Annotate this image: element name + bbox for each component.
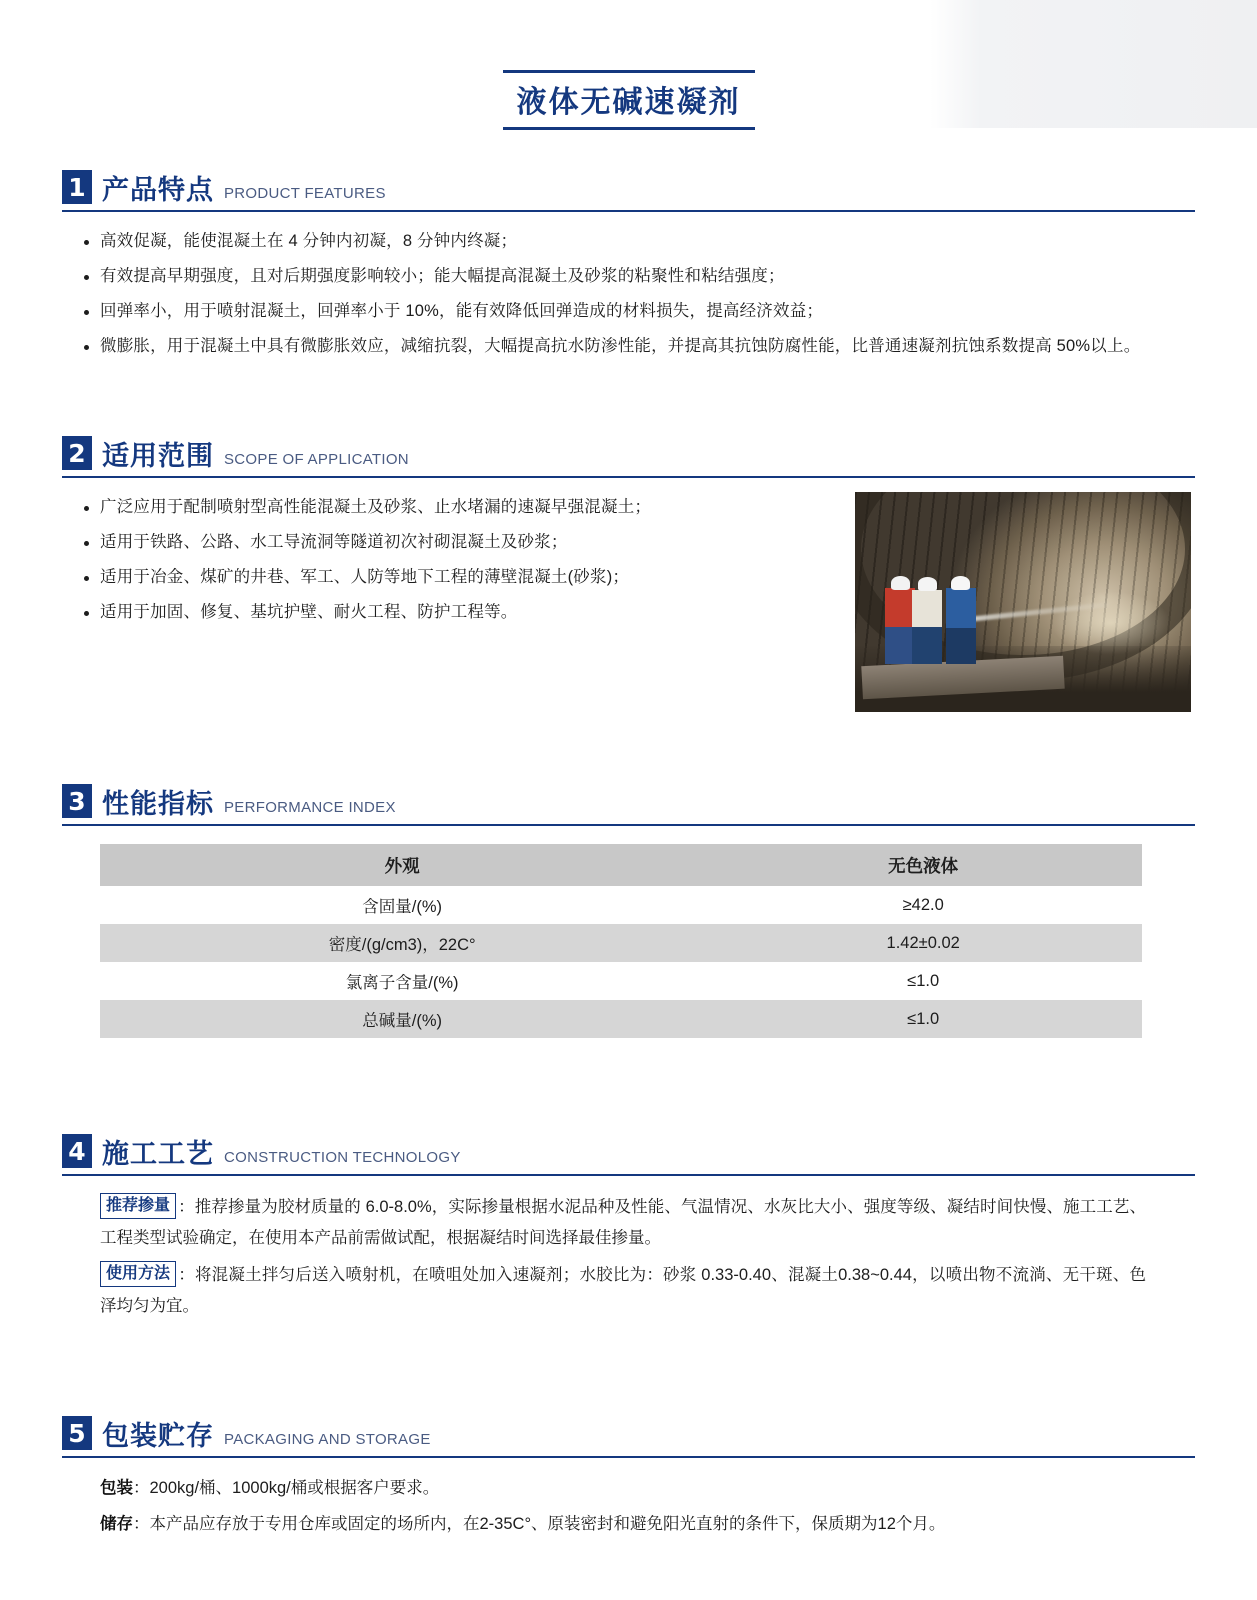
worker-figure [912,576,942,664]
section-divider [62,210,1195,212]
scope-body [62,478,1195,712]
section-divider [62,824,1195,826]
section-number-badge: 4 [62,1134,92,1168]
section-number-badge: 5 [62,1416,92,1450]
table-row [100,1000,1142,1038]
packaging-lines [100,1474,1146,1538]
table-cell-property: 总碱量/(%) [100,1000,704,1038]
paragraph-usage [100,1260,1146,1322]
paragraph-text: 将混凝土拌匀后送入喷射机，在喷咀处加入速凝剂；水胶比为：砂浆 0.33-0.40、混凝土0.38~0.44，以喷出物不流淌、无干斑、色泽均匀为宜。 [100,1266,1147,1315]
table-row [100,962,1142,1000]
list-item: 有效提高早期强度，且对后期强度影响较小；能大幅提高混凝土及砂浆的粘聚性和粘结强度； [100,261,1195,292]
list-item: 回弹率小，用于喷射混凝土，回弹率小于 10%，能有效降低回弹造成的材料损失，提高经济效益； [100,296,1195,327]
section-number-badge: 3 [62,784,92,818]
section-header [62,170,1195,208]
storage-label: 储存 [100,1515,133,1533]
section-title-en: PRODUCT FEATURES [224,185,386,202]
paragraph-dosage [100,1192,1146,1254]
list-item: 适用于铁路、公路、水工导流洞等隧道初次衬砌混凝土及砂浆； [100,527,855,558]
list-item: 适用于冶金、煤矿的井巷、军工、人防等地下工程的薄壁混凝土(砂浆)； [100,562,855,593]
section-header [62,436,1195,474]
document-title-area [0,70,1257,130]
worker-figure [946,576,976,664]
worker-figure [885,576,915,664]
table-cell-property: 氯离子含量/(%) [100,962,704,1000]
feature-list [62,226,1195,362]
section-title-en: PERFORMANCE INDEX [224,799,396,816]
section-packaging-and-storage [0,1416,1257,1538]
document-content [0,170,1257,1546]
table-header-cell: 无色液体 [704,844,1142,886]
section-title-cn: 施工工艺 [102,1139,214,1170]
spacer [0,1038,1257,1134]
list-item: 高效促凝，能使混凝土在 4 分钟内初凝，8 分钟内终凝； [100,226,1195,257]
section-title-en: SCOPE OF APPLICATION [224,451,409,468]
spacer [0,366,1257,436]
scope-list-column [62,478,855,632]
tunnel-shotcrete-photo [855,492,1191,712]
section-title-en: PACKAGING AND STORAGE [224,1431,431,1448]
packaging-label: 包装 [100,1479,133,1497]
section-performance-index [0,784,1257,1038]
section-number-badge: 2 [62,436,92,470]
table-row [100,924,1142,962]
table-row [100,886,1142,924]
construction-paragraphs [100,1192,1146,1322]
storage-text: 本产品应存放于专用仓库或固定的场所内，在2-35C°、原装密封和避免阳光直射的条件下，保质期为12个月。 [149,1515,946,1533]
table-cell-property: 密度/(g/cm3)，22C° [100,924,704,962]
packaging-text: 200kg/桶、1000kg/桶或根据客户要求。 [149,1479,440,1497]
section-scope-of-application [0,436,1257,712]
section-divider [62,1456,1195,1458]
paragraph-text: 推荐掺量为胶材质量的 6.0-8.0%，实际掺量根据水泥品种及性能、气温情况、水灰比大小、强度等级、凝结时间快慢、施工工艺、工程类型试验确定，在使用本产品前需做试配，根据凝结时间选择最佳掺量。 [100,1198,1147,1247]
separator: ： [178,1198,195,1216]
spacer [0,712,1257,784]
page-title: 液体无碱速凝剂 [503,70,755,130]
section-number-badge: 1 [62,170,92,204]
section-title-cn: 产品特点 [102,175,214,206]
scope-list [62,492,855,628]
usage-tag: 使用方法 [100,1261,176,1287]
separator: ： [178,1266,195,1284]
section-title-cn: 包装贮存 [102,1421,214,1452]
list-item: 广泛应用于配制喷射型高性能混凝土及砂浆、止水堵漏的速凝早强混凝土； [100,492,855,523]
separator: ： [133,1479,150,1497]
performance-table [100,844,1142,1038]
table-cell-value: ≤1.0 [704,1000,1142,1038]
list-item: 微膨胀，用于混凝土中具有微膨胀效应，减缩抗裂，大幅提高抗水防渗性能，并提高其抗蚀防腐性能，比普通速凝剂抗蚀系数提高 50%以上。 [100,331,1195,362]
spacer [0,1328,1257,1416]
table-cell-value: ≥42.0 [704,886,1142,924]
table-cell-property: 含固量/(%) [100,886,704,924]
table-header-row [100,844,1142,886]
dosage-tag: 推荐掺量 [100,1193,176,1219]
section-title-cn: 性能指标 [102,789,214,820]
table-cell-value: 1.42±0.02 [704,924,1142,962]
table-header-cell: 外观 [100,844,704,886]
section-header [62,784,1195,822]
packaging-line [100,1474,1146,1502]
section-header [62,1416,1195,1454]
section-title-en: CONSTRUCTION TECHNOLOGY [224,1149,461,1166]
section-product-features [0,170,1257,362]
table-cell-value: ≤1.0 [704,962,1142,1000]
section-header [62,1134,1195,1172]
section-construction-technology [0,1134,1257,1322]
list-item: 适用于加固、修复、基坑护壁、耐火工程、防护工程等。 [100,597,855,628]
storage-line [100,1510,1146,1538]
separator: ： [133,1515,150,1533]
section-divider [62,1174,1195,1176]
section-title-cn: 适用范围 [102,441,214,472]
